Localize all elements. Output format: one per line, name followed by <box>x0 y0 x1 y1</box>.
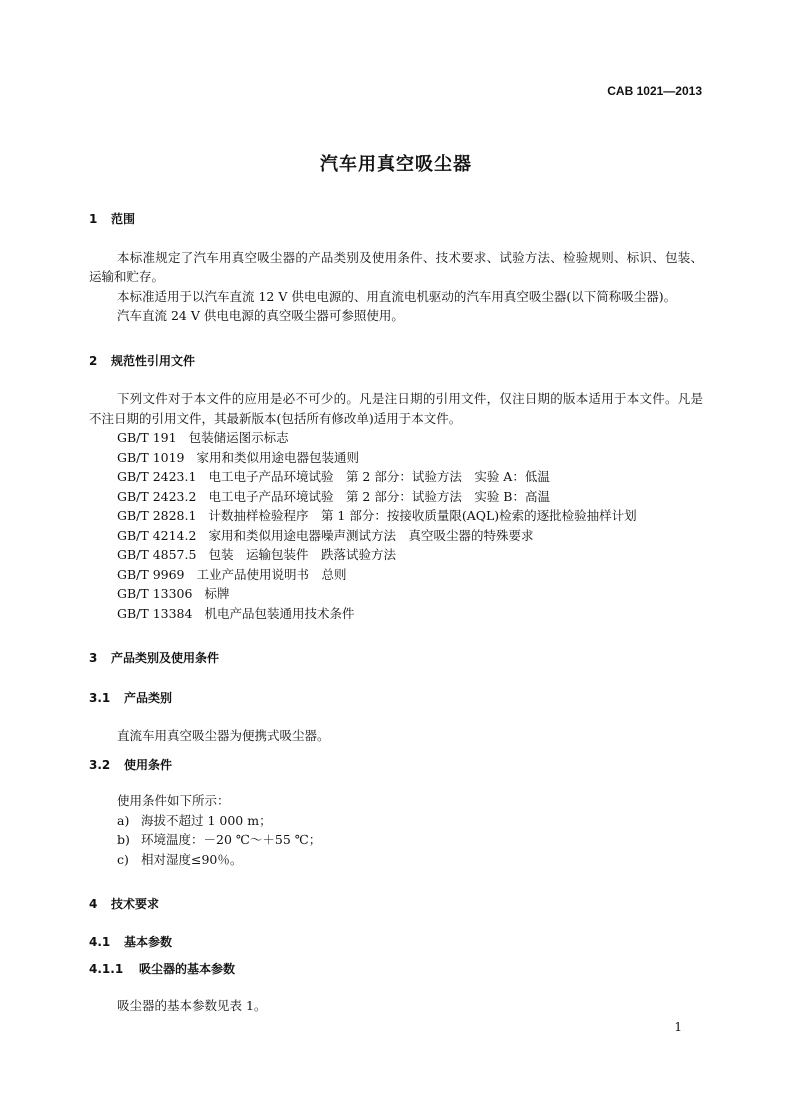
reference-name: 包装储运图示标志 <box>188 430 289 445</box>
section-2-heading <box>89 352 703 372</box>
reference-code: GB/T 4857.5 <box>117 547 197 562</box>
paragraph: 本标准适用于以汽车直流 12 V 供电电源的、用直流电机驱动的汽车用真空吸尘器(以下简称吸尘器)。 <box>117 288 677 304</box>
reference-item <box>117 604 703 624</box>
reference-name: 标牌 <box>204 586 230 601</box>
document-body <box>89 210 703 1015</box>
section-number: 4.1 <box>89 934 111 949</box>
list-item <box>89 830 703 850</box>
standard-code: CAB 1021—2013 <box>607 84 702 98</box>
section-number: 4 <box>89 897 98 911</box>
section-number: 3.1 <box>89 690 111 705</box>
reference-code: GB/T 2423.1 <box>117 469 197 484</box>
section-title: 规范性引用文件 <box>111 353 196 368</box>
section-title: 吸尘器的基本参数 <box>139 962 236 976</box>
list-text: 相对湿度≤90％。 <box>141 851 243 867</box>
reference-item <box>117 565 703 585</box>
list-text: 环境温度：－20 ℃～＋55 ℃； <box>141 832 322 847</box>
reference-name: 机电产品包装通用技术条件 <box>204 605 355 621</box>
reference-item <box>117 428 703 448</box>
section-4-1-heading <box>89 933 703 953</box>
reference-name: 包装 运输包装件 跌落试验方法 <box>208 547 396 562</box>
reference-item <box>117 545 703 565</box>
paragraph: 直流车用真空吸尘器为便携式吸尘器。 <box>117 728 330 743</box>
list-label: c) <box>117 851 129 867</box>
section-number: 3.2 <box>89 757 111 772</box>
reference-list <box>89 428 703 623</box>
section-number: 2 <box>89 353 98 368</box>
section-1-heading <box>89 210 703 230</box>
reference-name: 工业产品使用说明书 总则 <box>196 566 347 582</box>
reference-item <box>117 487 703 507</box>
page-number: 1 <box>674 1020 682 1034</box>
section-title: 基本参数 <box>124 934 173 949</box>
reference-name: 家用和类似用途电器噪声测试方法 真空吸尘器的特殊要求 <box>208 527 534 543</box>
section-number: 1 <box>89 212 98 226</box>
section-title: 产品类别 <box>124 690 173 705</box>
section-4-1-1-heading <box>89 960 703 980</box>
reference-code: GB/T 9969 <box>117 566 185 582</box>
section-3-heading <box>89 649 703 669</box>
paragraph: 本标准规定了汽车用真空吸尘器的产品类别及使用条件、技术要求、试验方法、检验规则、标识、包装、运输和贮存。 <box>89 249 703 284</box>
section-4-heading <box>89 895 703 915</box>
section-3-1-heading <box>89 689 703 709</box>
section-title: 范围 <box>111 212 136 226</box>
reference-code: GB/T 1019 <box>117 449 185 465</box>
reference-code: GB/T 191 <box>117 430 177 445</box>
reference-item <box>117 448 703 468</box>
reference-code: GB/T 4214.2 <box>117 527 197 543</box>
reference-item <box>117 467 703 487</box>
list-label: b) <box>117 832 130 847</box>
list-item <box>89 811 703 831</box>
paragraph: 汽车直流 24 V 供电电源的真空吸尘器可参照使用。 <box>117 308 404 323</box>
section-title: 产品类别及使用条件 <box>111 651 220 665</box>
reference-code: GB/T 13306 <box>117 586 193 601</box>
section-3-2-heading <box>89 756 703 776</box>
reference-code: GB/T 13384 <box>117 605 193 621</box>
paragraph: 下列文件对于本文件的应用是必不可少的。凡是注日期的引用文件，仅注日期的版本适用于本文件。凡是不注日期的引用文件，其最新版本(包括所有修改单)适用于本文件。 <box>89 391 703 426</box>
list-label: a) <box>117 812 130 828</box>
reference-name: 电工电子产品环境试验 第 2 部分：试验方法 实验 A：低温 <box>208 469 550 484</box>
reference-item <box>117 584 703 604</box>
section-title: 使用条件 <box>124 757 173 772</box>
section-number: 3 <box>89 651 98 665</box>
section-number: 4.1.1 <box>89 962 124 976</box>
reference-name: 计数抽样检验程序 第 1 部分：按接收质量限(AQL)检索的逐批检验抽样计划 <box>208 508 637 523</box>
reference-code: GB/T 2828.1 <box>117 508 197 523</box>
list-text: 海拔不超过 1 000 m； <box>141 812 272 828</box>
section-title: 技术要求 <box>111 897 160 911</box>
list-item <box>89 850 703 870</box>
reference-name: 电工电子产品环境试验 第 2 部分：试验方法 实验 B：高温 <box>208 488 550 504</box>
reference-code: GB/T 2423.2 <box>117 488 197 504</box>
paragraph: 吸尘器的基本参数见表 1。 <box>117 997 267 1013</box>
reference-item <box>117 506 703 526</box>
paragraph: 使用条件如下所示： <box>117 793 230 808</box>
document-title: 汽车用真空吸尘器 <box>320 154 472 175</box>
reference-item <box>117 526 703 546</box>
reference-name: 家用和类似用途电器包装通则 <box>196 449 360 465</box>
